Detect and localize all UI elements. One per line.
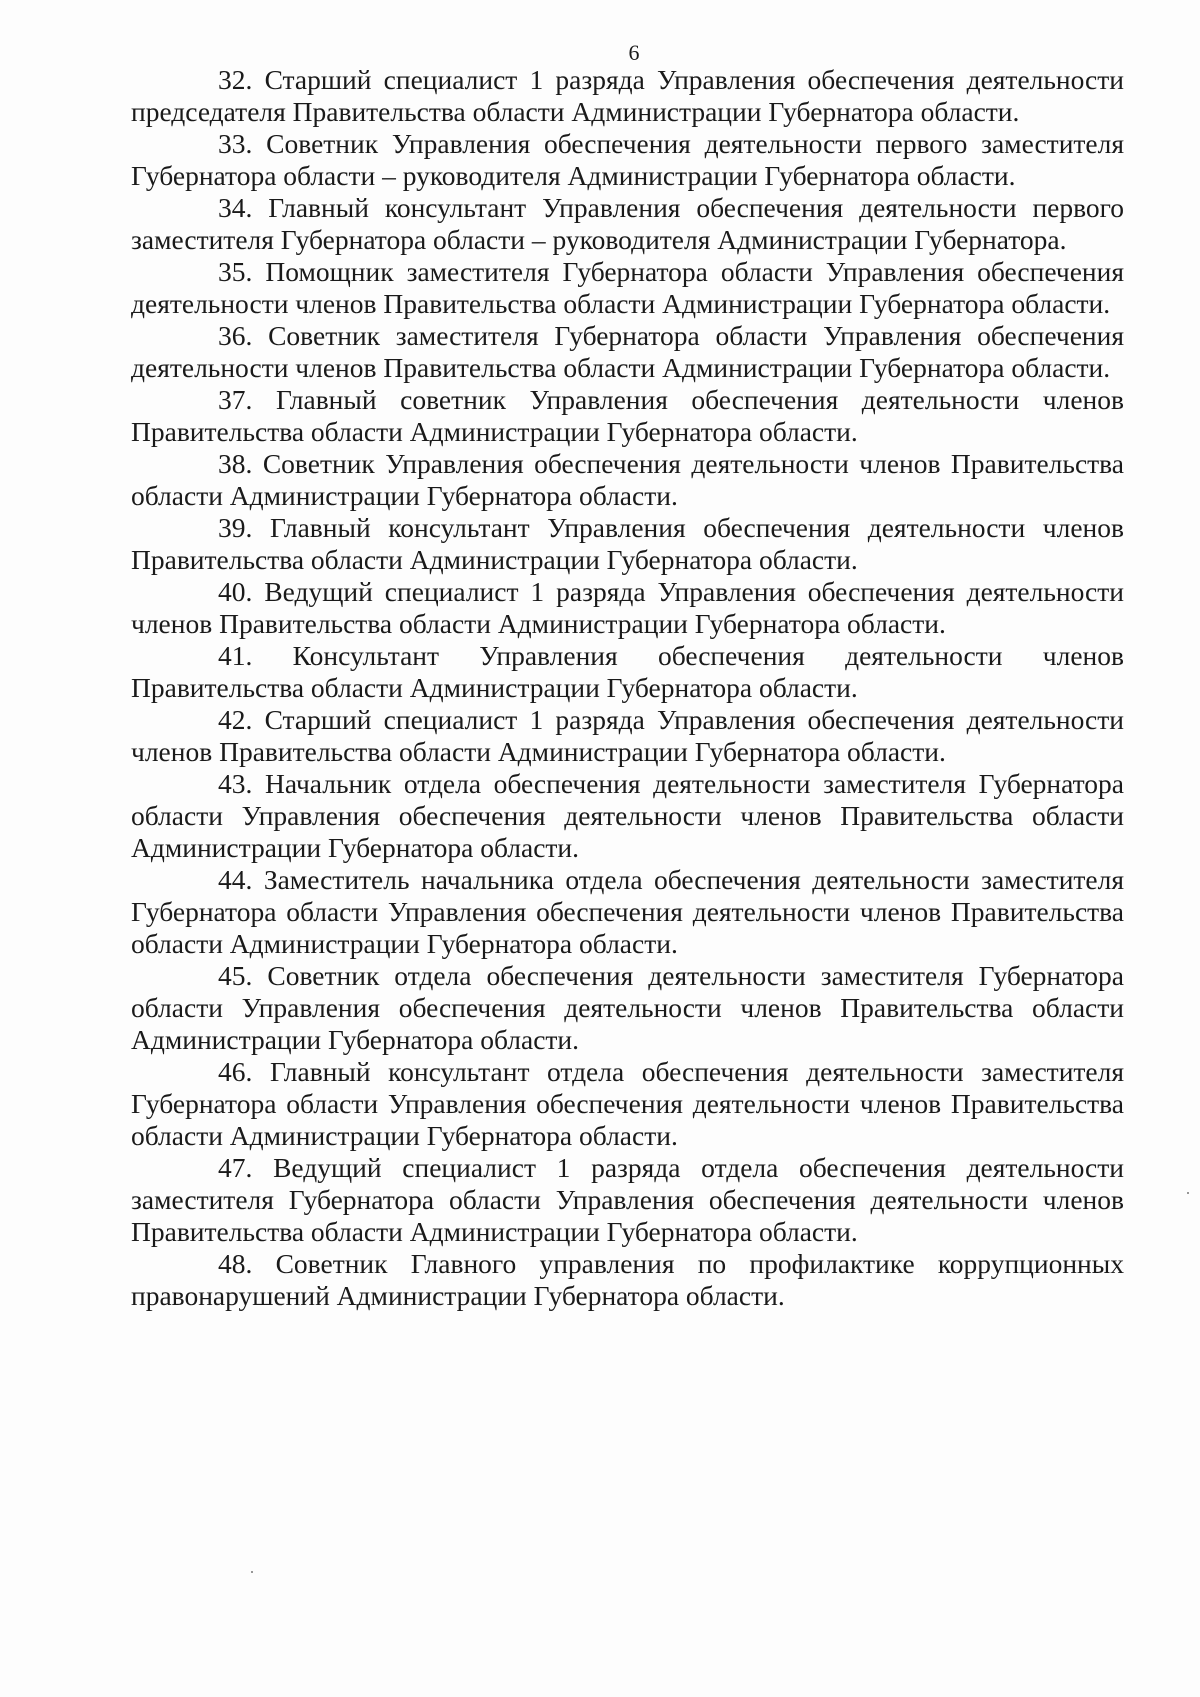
list-item [131, 768, 1124, 864]
item-number: 40. [218, 576, 253, 607]
item-number: 48. [218, 1248, 253, 1279]
item-text: Советник заместителя Губернатора области Управления обеспечения деятельности членов Правительства области Администрации Губернатора области. [131, 320, 1124, 383]
item-text: Советник Главного управления по профилактике коррупционных правонарушений Администрации Губернатора области. [131, 1248, 1124, 1311]
list-item [131, 192, 1124, 256]
item-text: Начальник отдела обеспечения деятельности заместителя Губернатора области Управления обеспечения деятельности членов Правительства области Администрации Губернатора области. [131, 768, 1125, 863]
item-text: Ведущий специалист 1 разряда отдела обеспечения деятельности заместителя Губернатора области Управления обеспечения деятельности членов Правительства области Администрации Губернатора области. [131, 1152, 1124, 1247]
item-text: Советник Управления обеспечения деятельности первого заместителя Губернатора области – руководителя Администрации Губернатора области. [131, 128, 1125, 191]
item-number: 46. [218, 1056, 253, 1087]
item-text: Советник Управления обеспечения деятельности членов Правительства области Администрации Губернатора области. [131, 448, 1124, 511]
list-item [131, 128, 1124, 192]
list-item [131, 704, 1124, 768]
list-item [131, 640, 1124, 704]
list-item [131, 1056, 1124, 1152]
list-item [131, 384, 1124, 448]
item-text: Главный консультант Управления обеспечения деятельности членов Правительства области Администрации Губернатора области. [131, 512, 1125, 575]
item-number: 32. [218, 64, 253, 95]
item-number: 39. [218, 512, 253, 543]
item-text: Старший специалист 1 разряда Управления обеспечения деятельности председателя Правительства области Администрации Губернатора области. [131, 64, 1125, 127]
item-number: 38. [218, 448, 253, 479]
scan-speck [251, 1571, 253, 1573]
list-item [131, 1248, 1124, 1312]
item-number: 33. [218, 128, 253, 159]
item-text: Советник отдела обеспечения деятельности заместителя Губернатора области Управления обеспечения деятельности членов Правительства области Администрации Губернатора области. [131, 960, 1125, 1055]
item-number: 44. [218, 864, 253, 895]
item-text: Консультант Управления обеспечения деятельности членов Правительства области Администрации Губернатора области. [131, 640, 1124, 703]
list-item [131, 1152, 1124, 1248]
item-number: 36. [218, 320, 253, 351]
item-text: Старший специалист 1 разряда Управления обеспечения деятельности членов Правительства области Администрации Губернатора области. [131, 704, 1125, 767]
item-text: Помощник заместителя Губернатора области Управления обеспечения деятельности членов Правительства области Администрации Губернатора области. [131, 256, 1124, 319]
item-number: 41. [218, 640, 253, 671]
item-number: 37. [218, 384, 253, 415]
item-text: Главный советник Управления обеспечения деятельности членов Правительства области Администрации Губернатора области. [131, 384, 1125, 447]
item-number: 47. [218, 1152, 253, 1183]
item-number: 34. [218, 192, 253, 223]
list-item [131, 576, 1124, 640]
list-item [131, 448, 1124, 512]
item-number: 35. [218, 256, 253, 287]
list-item [131, 256, 1124, 320]
item-text: Главный консультант Управления обеспечения деятельности первого заместителя Губернатора области – руководителя Администрации Губернатора. [131, 192, 1125, 255]
list-item [131, 512, 1124, 576]
list-item [131, 64, 1124, 128]
list-item [131, 864, 1124, 960]
scan-speck [1187, 1192, 1189, 1194]
item-text: Заместитель начальника отдела обеспечения деятельности заместителя Губернатора области Управления обеспечения деятельности членов Правительства области Администрации Губернатора области. [131, 864, 1125, 959]
list-item [131, 960, 1124, 1056]
item-number: 42. [218, 704, 253, 735]
item-number: 43. [218, 768, 253, 799]
page-number: 6 [628, 40, 640, 65]
item-text: Ведущий специалист 1 разряда Управления обеспечения деятельности членов Правительства области Администрации Губернатора области. [131, 576, 1124, 639]
list-item [131, 320, 1124, 384]
item-number: 45. [218, 960, 253, 991]
item-text: Главный консультант отдела обеспечения деятельности заместителя Губернатора области Управления обеспечения деятельности членов Правительства области Администрации Губернатора области. [131, 1056, 1125, 1151]
positions-list [131, 64, 1124, 1312]
